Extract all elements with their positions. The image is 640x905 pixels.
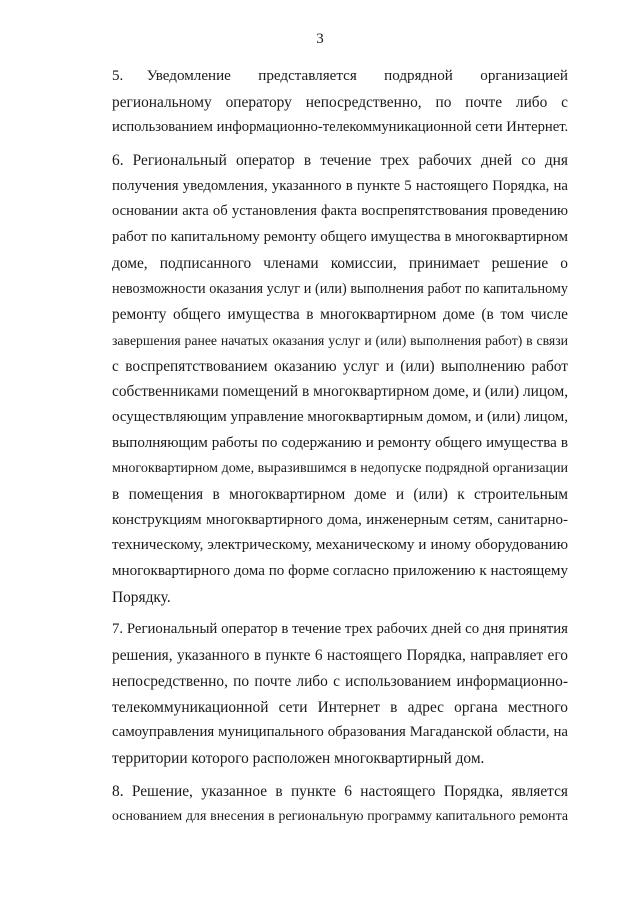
paragraph-line: 7. Региональный оператор в течение трех рабочих дней со дня принятия xyxy=(112,621,568,638)
paragraph-line: непосредственно, по почте либо с использованием информационно- xyxy=(112,672,568,690)
paragraph-p5 xyxy=(112,64,568,141)
paragraph-line: конструкциям многоквартирного дома, инженерным сетям, санитарно- xyxy=(112,511,568,528)
paragraph-line: 6. Региональный оператор в течение трех рабочих дней со дня xyxy=(112,152,568,170)
paragraph-line: техническому, электрическому, механическому и иному оборудованию xyxy=(112,537,568,554)
page-number: 3 xyxy=(316,31,324,47)
paragraph-line: многоквартирного дома по форме согласно приложению к настоящему xyxy=(112,563,568,580)
paragraph-line: с воспрепятствованием оказанию услуг и (или) выполнению работ xyxy=(112,357,568,375)
paragraph-line: основанием для внесения в региональную программу капитального ремонта xyxy=(112,809,568,825)
paragraph-line: 5. Уведомление представляется подрядной организацией xyxy=(112,68,568,84)
paragraph-line: осуществляющим управление многоквартирным домом, и (или) лицом, xyxy=(112,408,568,425)
paragraph-line: завершения ранее начатых оказания услуг и (или) выполнения работ) в связи xyxy=(112,332,568,348)
document-body xyxy=(112,64,568,837)
paragraph-line: собственниками помещений в многоквартирном доме, и (или) лицом, xyxy=(112,383,569,401)
paragraph-line: получения уведомления, указанного в пункте 5 настоящего Порядка, на xyxy=(112,177,568,194)
paragraph-line: территории которого расположен многоквартирный дом. xyxy=(112,749,485,767)
paragraph-line: Порядку. xyxy=(112,588,171,606)
paragraph-line: невозможности оказания услуг и (или) выполнения работ по капитальному xyxy=(112,280,568,297)
paragraph-line: телекоммуникационной сети Интернет в адрес органа местного xyxy=(112,698,568,716)
paragraph-list xyxy=(112,64,568,830)
paragraph-line: многоквартирном доме, выразившимся в недопуске подрядной организации xyxy=(112,460,568,477)
paragraph-line: региональному оператору непосредственно, по почте либо с xyxy=(112,93,568,111)
paragraph-p8 xyxy=(112,779,568,830)
paragraph-line: выполняющим работы по содержанию и ремонту общего имущества в xyxy=(112,434,568,451)
paragraph-line: в помещения в многоквартирном доме и (или) к строительным xyxy=(112,486,568,503)
paragraph-line: 8. Решение, указанное в пункте 6 настоящего Порядка, является xyxy=(112,782,568,800)
paragraph-line: основании акта об установления факта воспрепятствования проведению xyxy=(112,203,568,220)
paragraph-p6 xyxy=(112,148,568,610)
paragraph-line: доме, подписанного членами комиссии, принимает решение о xyxy=(112,254,568,272)
paragraph-line: ремонту общего имущества в многоквартирном доме (в том числе xyxy=(112,306,568,324)
paragraph-p7 xyxy=(112,617,568,771)
paragraph-line: использованием информационно-телекоммуникационной сети Интернет. xyxy=(112,119,569,136)
paragraph-line: самоуправления муниципального образования Магаданской области, на xyxy=(112,724,568,741)
paragraph-line: работ по капитальному ремонту общего имущества в многоквартирном xyxy=(112,229,568,246)
paragraph-line: решения, указанного в пункте 6 настоящего Порядка, направляет его xyxy=(112,647,568,665)
